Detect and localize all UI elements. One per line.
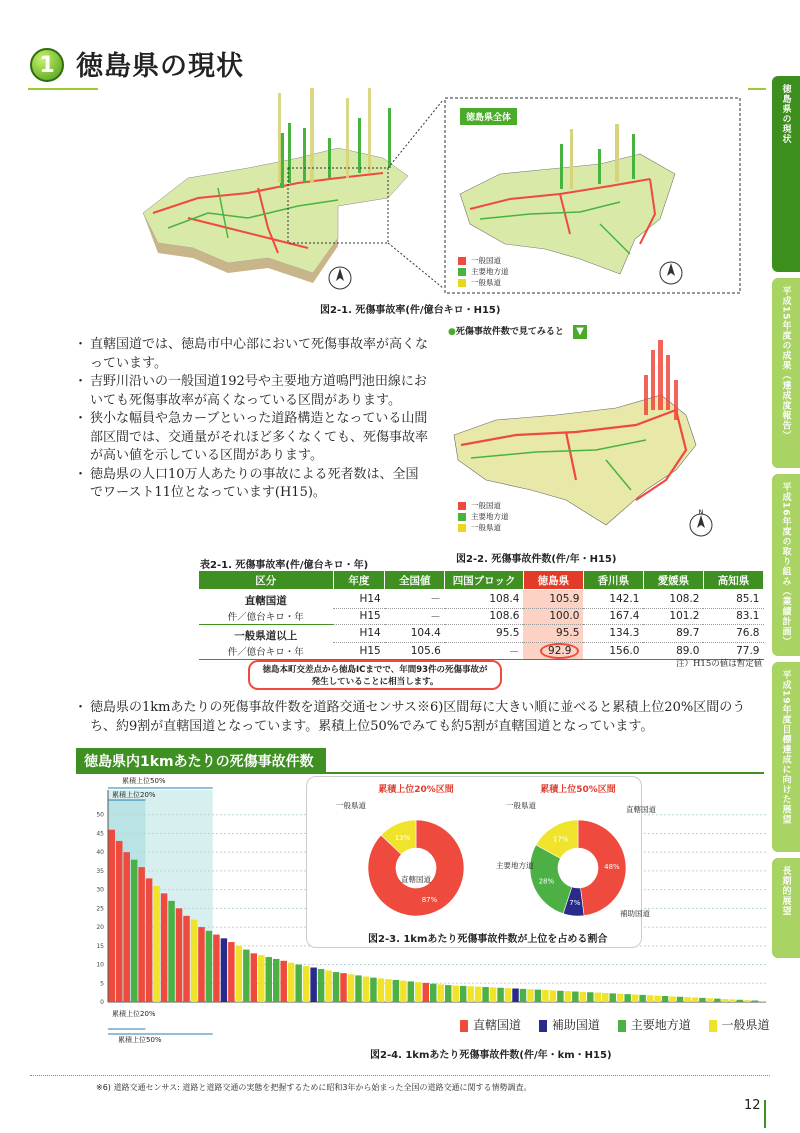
svg-text:N: N [698,509,704,516]
bullet-dot-icon: ● [448,327,456,337]
bar [460,986,466,1002]
bar [714,999,720,1002]
y-tick-label: 50 [96,811,104,819]
bar [699,998,705,1002]
north-arrow-icon [688,510,714,540]
pie-title: 累積上位20%区間 [378,785,454,795]
bullet-item: ・ 直轄国道では、徳島市中心部において死傷事故率が高くなっています。 [76,336,428,373]
census-paragraph: ・ 徳島県の1kmあたりの死傷事故件数を道路交通センサス※6)区間毎に大きい順に並べると累積上位20%区間のうち、約9割が直轄国道となっています。累積上位50%でみても約5割が直轄国道となっています。 [74,700,746,734]
pie-category-label: 主要地方道 [496,861,534,870]
bar [452,986,458,1002]
bar [557,991,563,1002]
table-row: 一般県道以上 H14 104.4 95.5 95.5 134.3 89.7 76.8 [199,624,764,643]
legend-swatch-national [458,257,466,265]
legend-swatch-prefectural [709,1020,717,1032]
bar [467,986,473,1002]
bar [669,996,675,1002]
pie-percent-label: 17% [552,835,569,844]
bar [221,938,227,1002]
legend-swatch-prefectural [458,524,466,532]
bar [752,1001,758,1002]
bar [153,886,159,1002]
bar [213,935,219,1002]
bar [497,988,503,1002]
bar [415,982,421,1002]
side-tab-long-term[interactable]: 長期的展望 [772,858,800,958]
bar-chart-legend: 直轄国道 補助国道 主要地方道 一般県道 [460,1016,770,1033]
side-tab-fy16-plan[interactable]: 平成16年度の取り組み（業績計画） [772,474,800,656]
pie-percent-label: 87% [421,896,438,905]
pie-percent-label: 7% [569,898,581,907]
bar [677,997,683,1002]
pie-category-label: 直轄国道 [401,875,431,884]
bar [385,979,391,1002]
bullet-list [76,336,428,503]
count-map-legend: 一般国道 主要地方道 一般県道 [458,500,509,533]
y-tick-label: 15 [96,942,104,950]
chapter-number: 1 [39,52,55,78]
side-tab-fy15-results[interactable]: 平成15年度の成果（達成度報告） [772,278,800,468]
page-title: 徳島県の現状 [76,51,244,82]
bar [266,957,272,1002]
bar [146,878,152,1002]
bar [759,1001,765,1002]
pie-percent-label: 13% [394,833,411,842]
inset-label: 徳島県全体 [460,108,517,125]
legend-swatch-main-local [618,1020,626,1032]
legend-swatch-main-local [458,268,466,276]
pie-category-label: 直轄国道 [626,805,656,814]
bullet-item: ・ 狭小な幅員や急カーブといった道路構造となっている山間部区間では、交通量がそれほど多くなくても、死傷事故率が高い値を示している区間があります。 [76,410,428,466]
bar [363,977,369,1002]
bar [587,992,593,1002]
bar [228,942,234,1002]
bar [355,975,361,1002]
y-tick-label: 45 [96,830,104,838]
bar [609,993,615,1002]
bullet-item: ・ 徳島県の人口10万人あたりの事故による死者数は、全国でワースト11位となっています(H15)。 [76,466,428,503]
bar [647,995,653,1002]
bar [482,987,488,1002]
pie-percent-label: 48% [604,862,620,871]
legend-swatch-direct [460,1020,468,1032]
bar [191,920,197,1002]
side-tab-fy19-outlook[interactable]: 平成19年度目標達成に向けた展望 [772,662,800,852]
bar [168,901,174,1002]
pie-category-label: 一般県道 [336,801,366,810]
bar [580,992,586,1002]
y-tick-label: 10 [96,961,104,969]
chapter-number-badge [30,48,64,82]
north-arrow-icon [658,258,684,288]
bar [183,916,189,1002]
bar [684,997,690,1002]
bar [123,852,129,1002]
bar [251,953,257,1002]
bar [206,931,212,1002]
bar [639,995,645,1002]
bar [303,966,309,1002]
accident-rate-table [198,570,764,660]
table-row: 直轄国道 H14 － 108.4 105.9 142.1 108.2 85.1 [199,590,764,609]
legend-swatch-national [458,502,466,510]
bar [423,983,429,1002]
bar [258,955,264,1002]
bar [602,993,608,1002]
side-navigation [772,76,800,1076]
bar [535,990,541,1002]
legend-swatch-prefectural [458,279,466,287]
bar [662,996,668,1002]
figure-2-2-caption: 図2-2. 死傷事故件数(件/年・H15) [456,554,617,565]
bar [445,985,451,1002]
callout-box: 徳島本町交差点から徳島ICまでで、年間93件の死傷事故が発生していることに相当します。 [248,660,502,690]
bar [707,998,713,1002]
bar [109,830,115,1002]
arrow-down-icon: ▼ [573,325,587,339]
bar [236,946,242,1002]
bar [280,961,286,1002]
figure-2-1-caption: 図2-1. 死傷事故率(件/億台キロ・H15) [320,305,501,316]
bar [333,972,339,1002]
bar [378,978,384,1002]
bar [692,998,698,1002]
bar [138,867,144,1002]
look-by-count-label: ●死傷事故件数で見てみると ▼ [448,324,587,339]
bar [572,992,578,1002]
bar [393,980,399,1002]
bar [438,984,444,1002]
bar [505,988,511,1002]
bar [550,990,556,1002]
bar [737,1000,743,1002]
bar [198,927,204,1002]
figure-2-4-caption: 図2-4. 1kmあたり死傷事故件数(件/年・km・H15) [370,1050,612,1061]
y-tick-label: 30 [96,886,104,894]
bar [116,841,122,1002]
side-tab-current-status[interactable]: 徳島県の現状 [772,76,800,272]
pie-category-label: 補助国道 [620,909,650,918]
bar [722,999,728,1002]
pie-percent-label: 28% [538,877,555,886]
page-number: 12 [744,1098,761,1113]
bar [131,860,137,1002]
annotation-top50: 累積上位50% [122,777,166,785]
bar [729,999,735,1002]
y-tick-label: 35 [96,867,104,875]
bar [512,989,518,1002]
annotation-top20: 累積上位20% [112,791,156,799]
bullet-item: ・ 吉野川沿いの一般国道192号や主要地方道鳴門池田線においても死傷事故率が高くなっている区間があります。 [76,373,428,410]
bar [288,963,294,1002]
bar [475,987,481,1002]
bar [318,969,324,1002]
footnote: ※6) 道路交通センサス: 道路と道路交通の実態を把握するために昭和3年から始まった全国の道路交通に関する情勢調査。 [96,1083,532,1092]
y-tick-label: 20 [96,924,104,932]
bar [565,991,571,1002]
table-note: 注）H15の値は暫定値 [676,659,763,669]
footnote-divider [30,1075,770,1076]
bar [348,974,354,1002]
section-divider [76,772,764,774]
table-header-row: 区分 年度 全国値 四国ブロック 徳島県 香川県 愛媛県 高知県 [199,571,764,590]
annotation-bottom-top20: 累積上位20% [112,1010,156,1018]
bar [243,950,249,1002]
pie-title: 累積上位50%区間 [540,785,616,795]
bar [430,984,436,1002]
section-header: 徳島県内1kmあたりの死傷事故件数 [76,748,326,772]
bar [295,965,301,1002]
legend-swatch-aux [539,1020,547,1032]
bar [400,981,406,1002]
bar [161,893,167,1002]
annotation-bottom-top50: 累積上位50% [118,1036,162,1044]
y-tick-label: 25 [96,905,104,913]
bar [527,989,533,1002]
bar [408,981,414,1002]
bar [310,968,316,1002]
bar [632,995,638,1002]
table-2-1-caption: 表2-1. 死傷事故率(件/億台キロ・年) [200,560,369,571]
table-row: 件／億台キロ・年 H15 － 108.6 100.0 167.4 101.2 83.1 [199,608,764,624]
inset-map-legend: 一般国道 主要地方道 一般県道 [458,255,509,288]
bar [490,987,496,1002]
y-tick-label: 5 [100,980,104,988]
bar [744,1000,750,1002]
bar [176,908,182,1002]
pie-category-label: 一般県道 [506,801,536,810]
bar [654,996,660,1002]
bar [325,971,331,1002]
bar [624,994,630,1002]
figure-2-3-caption: 図2-3. 1kmあたり死傷事故件数が上位を占める割合 [368,934,608,945]
bar [542,990,548,1002]
bar [340,973,346,1002]
north-arrow-icon [329,267,351,289]
y-tick-label: 0 [100,999,104,1006]
bar [520,989,526,1002]
highlighted-value: 92.9 [540,643,579,659]
y-tick-label: 40 [96,849,104,857]
bar [595,993,601,1002]
bar [617,994,623,1002]
bar [273,959,279,1002]
bar [370,978,376,1002]
pie-charts [306,776,656,948]
page-number-bar [764,1100,766,1128]
legend-swatch-main-local [458,513,466,521]
table-row: 件／億台キロ・年 H15 105.6 － 92.9 156.0 89.0 77.9 [199,643,764,660]
